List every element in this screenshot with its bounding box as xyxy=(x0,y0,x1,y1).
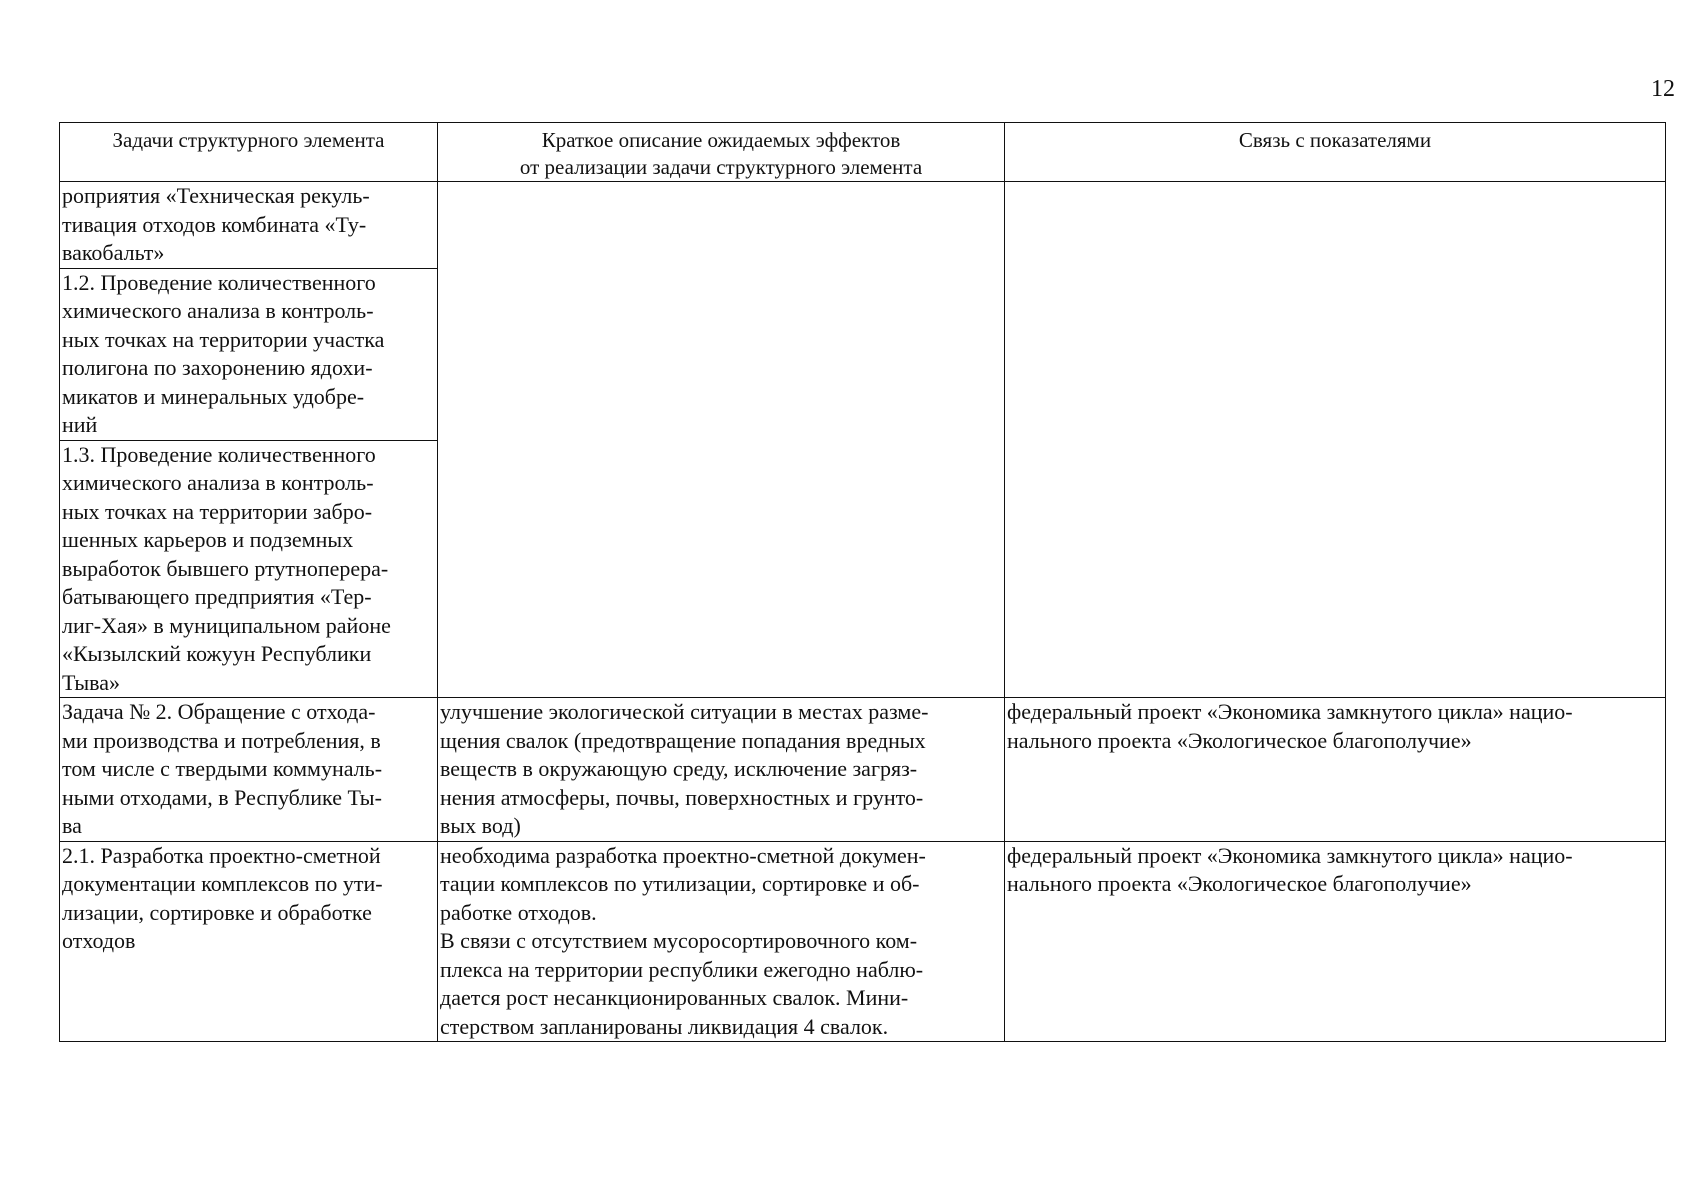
table-header-row xyxy=(60,123,1666,182)
table-row xyxy=(60,698,1666,842)
effects-cell: улучшение экологической ситуации в местах разме- щения свалок (предотвращение попадания вредных веществ в окружающую среду, исключение загряз- нения атмосферы, почвы, поверхностных и грунто- вых вод) xyxy=(438,698,1005,842)
indicators-cell: федеральный проект «Экономика замкнутого цикла» нацио- нального проекта «Экологическое благополучие» xyxy=(1005,841,1666,1042)
table-row xyxy=(60,841,1666,1042)
tasks-table xyxy=(59,122,1666,1042)
task-cell: 1.2. Проведение количественного химического анализа в контроль- ных точках на территории участка полигона по захоронению ядохи- микатов и минеральных удобре- ний xyxy=(60,268,438,440)
task-cell: 2.1. Разработка проектно-сметной документации комплексов по ути- лизации, сортировке и обработке отходов xyxy=(60,841,438,1042)
indicators-cell: федеральный проект «Экономика замкнутого цикла» нацио- нального проекта «Экологическое благополучие» xyxy=(1005,698,1666,842)
effects-cell xyxy=(438,182,1005,698)
task-cell: роприятия «Техническая рекуль- тивация отходов комбината «Ту- вакобальт» xyxy=(60,182,438,269)
effects-cell: необходима разработка проектно-сметной докумен- тации комплексов по утилизации, сортировке и об- работке отходов. В связи с отсутствием мусоросортировочного ком- плекса на территории республики ежегодно наблю- дается рост несанкционированных свалок. Мини- стерством запланированы ликвидация 4 свалок. xyxy=(438,841,1005,1042)
task-cell: Задача № 2. Обращение с отхода- ми производства и потребления, в том числе с твердыми коммуналь- ными отходами, в Республике Ты- ва xyxy=(60,698,438,842)
header-tasks: Задачи структурного элемента xyxy=(60,123,438,182)
table-row xyxy=(60,182,1666,269)
page-number: 12 xyxy=(1651,76,1675,102)
task-cell: 1.3. Проведение количественного химического анализа в контроль- ных точках на территории забро- шенных карьеров и подземных выработок бывшего ртутноперера- батывающего предприятия «Тер- лиг-Хая» в муниципальном районе «Кызылский кожуун Республики Тыва» xyxy=(60,440,438,698)
header-indicators: Связь с показателями xyxy=(1005,123,1666,182)
header-effects: Краткое описание ожидаемых эффектов от реализации задачи структурного элемента xyxy=(438,123,1005,182)
indicators-cell xyxy=(1005,182,1666,698)
